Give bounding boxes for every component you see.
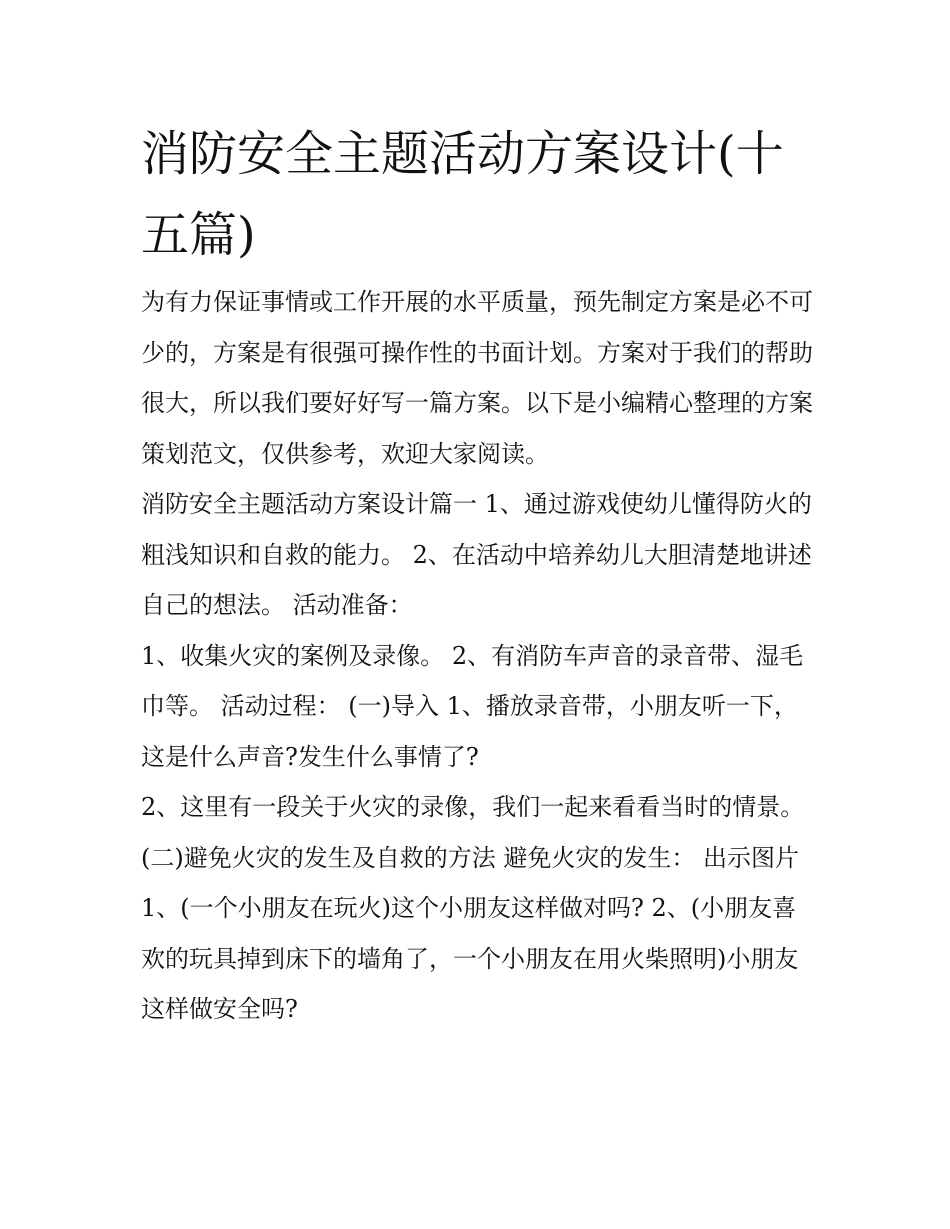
paragraph-questions: 1、(一个小朋友在玩火)这个小朋友这样做对吗? 2、(小朋友喜欢的玩具掉到床下的墙角了，一个小朋友在用火柴照明)小朋友这样做安全吗? [141, 894, 799, 1023]
document-title: 消防安全主题活动方案设计(十五篇) [141, 126, 784, 263]
paragraph-preparation: 1、收集火灾的案例及录像。 2、有消防车声音的录音带、湿毛巾等。 活动过程： (一)导入 1、播放录音带，小朋友听一下，这是什么声音?发生什么事情了? [141, 641, 804, 771]
paragraph-goals: 消防安全主题活动方案设计篇一 1、通过游戏使幼儿懂得防火的粗浅知识和自救的能力。 2、在活动中培养幼儿大胆清楚地讲述自己的想法。 活动准备： [141, 490, 812, 619]
document-body [141, 277, 817, 1035]
paragraph-intro: 为有力保证事情或工作开展的水平质量，预先制定方案是必不可少的，方案是有很强可操作性的书面计划。方案对于我们的帮助很大，所以我们要好好写一篇方案。以下是小编精心整理的方案策划范文，仅供参考，欢迎大家阅读。 [141, 288, 813, 468]
paragraph-video: 2、这里有一段关于火灾的录像，我们一起来看看当时的情景。 (二)避免火灾的发生及自救的方法 避免火灾的发生： 出示图片 [141, 793, 805, 872]
